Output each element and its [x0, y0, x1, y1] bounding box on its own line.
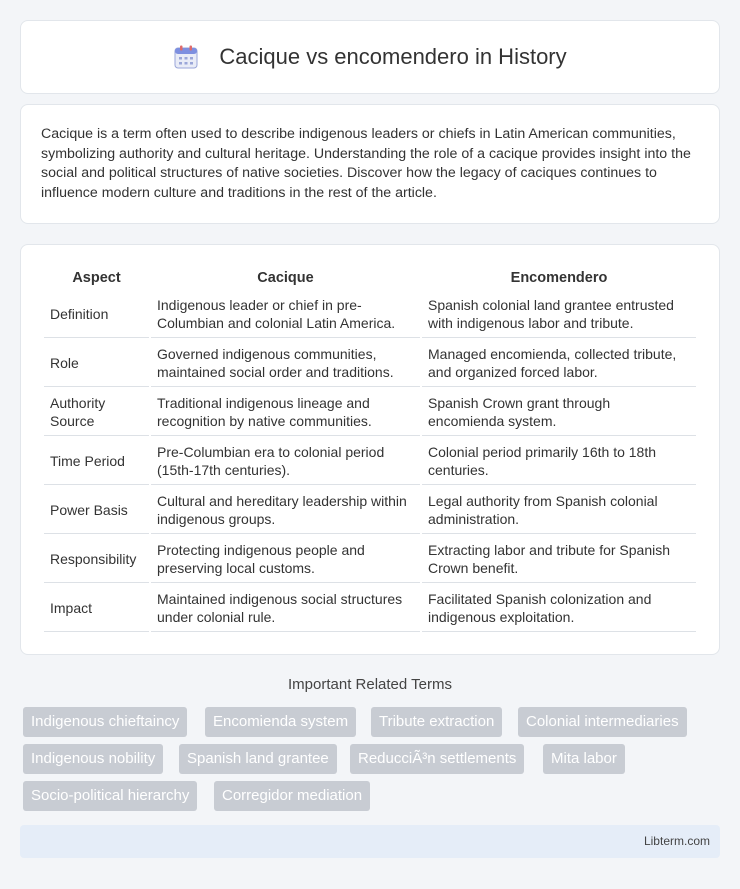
page-title: Cacique vs encomendero in History — [219, 44, 567, 69]
row-cacique: Governed indigenous communities, maintained social order and traditions. — [151, 340, 420, 387]
row-encomendero: Managed encomienda, collected tribute, and organized forced labor. — [422, 340, 696, 387]
comparison-table — [42, 265, 698, 634]
footer — [20, 825, 720, 858]
header-aspect: Aspect — [72, 270, 121, 286]
row-encomendero: Spanish colonial land grantee entrusted with indigenous labor and tribute. — [422, 291, 696, 338]
row-aspect: Impact — [44, 585, 149, 632]
related-term-tag[interactable]: ReducciÃ³n settlements — [350, 744, 524, 774]
related-term-tag[interactable]: Mita labor — [543, 744, 625, 774]
row-aspect: Time Period — [44, 438, 149, 485]
row-encomendero: Spanish Crown grant through encomienda system. — [422, 389, 696, 436]
related-term-tag[interactable]: Corregidor mediation — [214, 781, 370, 811]
row-encomendero: Colonial period primarily 16th to 18th centuries. — [422, 438, 696, 485]
table-row — [44, 438, 696, 485]
table-row — [44, 291, 696, 338]
table-row — [44, 389, 696, 436]
header-card — [20, 20, 720, 94]
row-aspect: Responsibility — [44, 536, 149, 583]
row-encomendero: Legal authority from Spanish colonial administration. — [422, 487, 696, 534]
row-cacique: Traditional indigenous lineage and recognition by native communities. — [151, 389, 420, 436]
related-term-tag[interactable]: Spanish land grantee — [179, 744, 337, 774]
table-row — [44, 487, 696, 534]
related-term-tag[interactable]: Tribute extraction — [371, 707, 502, 737]
table-row — [44, 536, 696, 583]
row-cacique: Indigenous leader or chief in pre-Columbian and colonial Latin America. — [151, 291, 420, 338]
related-terms-title: Important Related Terms — [288, 676, 452, 693]
intro-text: Cacique is a term often used to describe indigenous leaders or chiefs in Latin American communities, symbolizing authority and cultural heritage. Understanding the role of a cacique provides insight into the social and political structures of native societies. Discover how the legacy of caciques continues to influence modern culture and traditions in the rest of the article. — [41, 126, 691, 201]
row-aspect: Role — [44, 340, 149, 387]
intro-card — [20, 104, 720, 224]
row-aspect: Authority Source — [44, 389, 149, 436]
related-term-tag[interactable]: Socio-political hierarchy — [23, 781, 197, 811]
row-aspect: Power Basis — [44, 487, 149, 534]
row-cacique: Maintained indigenous social structures under colonial rule. — [151, 585, 420, 632]
header-encomendero: Encomendero — [510, 270, 608, 286]
header-cacique: Cacique — [257, 270, 314, 286]
related-term-tag[interactable]: Colonial intermediaries — [518, 707, 687, 737]
related-term-tag[interactable]: Encomienda system — [205, 707, 356, 737]
related-term-tag[interactable]: Indigenous nobility — [23, 744, 163, 774]
related-term-tag[interactable]: Indigenous chieftaincy — [23, 707, 187, 737]
row-cacique: Protecting indigenous people and preserving local customs. — [151, 536, 420, 583]
row-cacique: Cultural and hereditary leadership within indigenous groups. — [151, 487, 420, 534]
row-cacique: Pre-Columbian era to colonial period (15th-17th centuries). — [151, 438, 420, 485]
comparison-card — [20, 244, 720, 655]
footer-site-link[interactable]: Libterm.com — [643, 834, 710, 848]
row-encomendero: Extracting labor and tribute for Spanish Crown benefit. — [422, 536, 696, 583]
table-row — [44, 340, 696, 387]
calendar-icon — [173, 44, 199, 70]
row-encomendero: Facilitated Spanish colonization and indigenous exploitation. — [422, 585, 696, 632]
table-row — [44, 585, 696, 632]
row-aspect: Definition — [44, 291, 149, 338]
